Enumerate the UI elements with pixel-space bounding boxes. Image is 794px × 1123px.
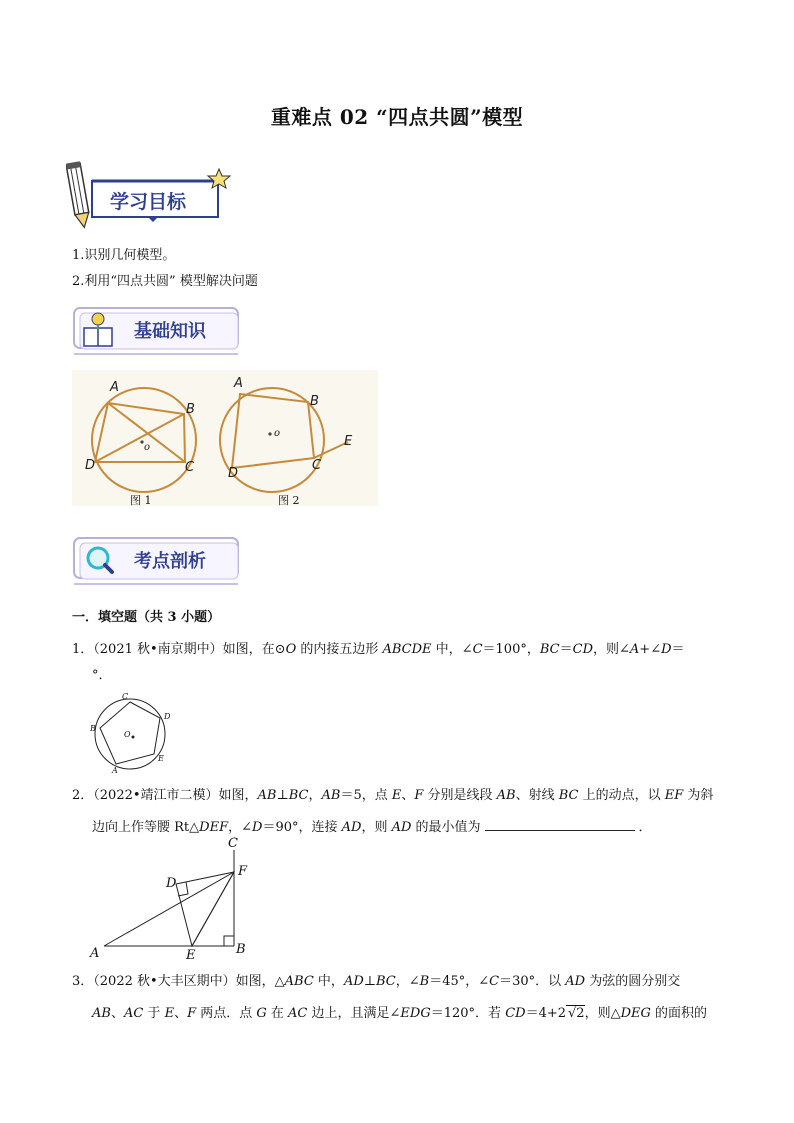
q1-label-a: A — [112, 766, 118, 775]
figure2-label-a: A — [234, 376, 243, 391]
sqrt-symbol: √2 — [568, 1006, 585, 1021]
q3-line1: 3．（2022 秋•大丰区期中）如图，△ABC 中，AD⊥BC，∠B＝45°，∠C＝30°．以 AD 为弦的圆分别交 — [72, 974, 681, 989]
q2-label-d: D — [166, 876, 177, 891]
figure2-label-b: B — [310, 394, 319, 409]
q2-label-f: F — [238, 864, 248, 879]
figures-1-2 — [72, 370, 378, 506]
figure2-label-c: C — [312, 458, 322, 473]
q2-line2: 边向上作等腰 Rt△DEF，∠D＝90°，连接 AD，则 AD 的最小值为 ． — [92, 820, 652, 835]
q1-label-e: E — [158, 754, 164, 763]
figure1-label-a: A — [110, 380, 119, 395]
figure2-caption: 图 2 — [278, 494, 300, 507]
figure2-label-e: E — [344, 434, 353, 449]
q1-label-d: D — [164, 712, 171, 721]
q1-figure — [86, 692, 180, 778]
analysis-banner — [72, 536, 242, 586]
basics-banner-label: 基础知识 — [134, 321, 206, 342]
goal-2: 2.利用“四点共圆” 模型解决问题 — [72, 274, 258, 289]
figure1-label-b: B — [186, 402, 195, 417]
q2-answer-blank[interactable] — [485, 818, 635, 831]
q2-figure — [86, 836, 256, 966]
q3-line2: AB、AC 于 E、F 两点．点 G 在 AC 边上，且满足∠EDG＝120°．若 CD＝4+2 √2，则△DEG 的面积的 — [92, 1006, 708, 1021]
q1-line1: 1．（2021 秋•南京期中）如图，在⊙O 的内接五边形 ABCDE 中，∠C＝100°，BC＝CD，则∠A+∠D＝ — [72, 642, 685, 657]
page-title: 重难点 02 “四点共圆”模型 — [270, 105, 524, 129]
figure1-label-d: D — [85, 458, 96, 473]
q1-label-b: B — [90, 724, 96, 733]
q1-label-o: O — [124, 730, 131, 739]
q2-line1: 2．（2022•靖江市二模）如图，AB⊥BC，AB＝5，点 E、F 分别是线段 AB、射线 BC 上的动点，以 EF 为斜 — [72, 788, 714, 803]
q1-line2: °． — [92, 668, 112, 683]
figure2-label-o: o — [274, 428, 281, 439]
analysis-banner-label: 考点剖析 — [134, 551, 206, 572]
goals-banner — [66, 157, 236, 229]
goals-banner-label: 学习目标 — [110, 191, 187, 213]
goal-1: 1.识别几何模型。 — [72, 248, 176, 263]
q2-label-b: B — [236, 942, 246, 957]
figure1-caption: 图 1 — [130, 494, 152, 507]
q2-label-a: A — [90, 946, 100, 961]
q2-label-e: E — [186, 948, 196, 963]
q1-label-c: C — [122, 692, 129, 701]
figure2-label-d: D — [228, 466, 239, 481]
section-heading: 一．填空题（共 3 小题） — [72, 610, 221, 625]
figure1-label-o: o — [144, 442, 151, 453]
q2-label-c: C — [228, 836, 238, 851]
basics-banner — [72, 306, 242, 356]
figure1-label-c: C — [185, 460, 195, 475]
